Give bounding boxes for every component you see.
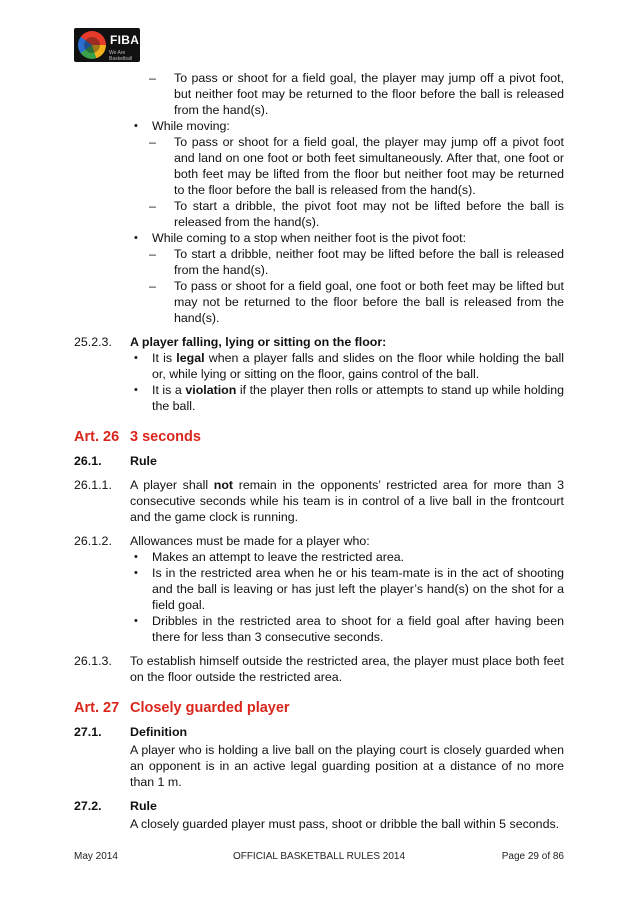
text-run: when a player falls and slides on the floor while holding the ball or, while lying or sitting on the floor, gains control of the ball. bbox=[152, 351, 564, 381]
section-27-1 bbox=[74, 724, 564, 790]
bullet-marker: • bbox=[134, 232, 138, 244]
dash-marker: – bbox=[149, 71, 156, 85]
footer-page-number: Page 29 of 86 bbox=[501, 851, 564, 862]
bullet-marker: • bbox=[134, 551, 138, 563]
list-item bbox=[74, 70, 564, 118]
bullet-marker: • bbox=[134, 615, 138, 627]
footer-title: OFFICIAL BASKETBALL RULES 2014 bbox=[232, 851, 406, 862]
list-item bbox=[74, 118, 564, 134]
bullet-marker: • bbox=[134, 352, 138, 364]
logo-subtitle: We Are Basketball bbox=[109, 50, 133, 62]
list-item bbox=[74, 382, 564, 414]
list-item bbox=[74, 565, 564, 613]
section-heading: Rule bbox=[130, 799, 157, 813]
text-run: It is a bbox=[152, 383, 186, 397]
list-item-text bbox=[152, 382, 564, 414]
list-item bbox=[74, 613, 564, 645]
article-title: Closely guarded player bbox=[130, 700, 290, 716]
text-run: remain in the opponents’ restricted area for more than 3 consecutive seconds while his team is in control of a live ball in the frontcourt and the game clock is running. bbox=[130, 478, 564, 524]
text-run: A player shall bbox=[130, 478, 214, 492]
section-26-1-3 bbox=[74, 653, 564, 685]
section-heading bbox=[130, 334, 564, 350]
list-item bbox=[74, 246, 564, 278]
list-item bbox=[74, 198, 564, 230]
list-item-text: Makes an attempt to leave the restricted area. bbox=[152, 550, 405, 564]
list-item bbox=[74, 230, 564, 246]
basketball-logo-icon bbox=[78, 31, 106, 59]
bold-term: not bbox=[213, 478, 234, 492]
list-item-text: To pass or shoot for a field goal, the player may jump off a pivot foot and land on one foot or both feet simultaneously. After that, one foot or both feet may be lifted from the floor but neither foot may be returned to the floor before the ball is released from the hand(s). bbox=[174, 135, 564, 197]
dash-marker: – bbox=[149, 199, 156, 213]
footer-date: May 2014 bbox=[74, 851, 118, 862]
bold-term: legal bbox=[176, 351, 205, 365]
list-item-text: Dribbles in the restricted area to shoot for a field goal after having been there for less than 3 consecutive seconds. bbox=[152, 614, 564, 644]
article-27-heading bbox=[74, 700, 564, 716]
article-title: 3 seconds bbox=[130, 429, 201, 445]
bold-term: violation bbox=[185, 383, 237, 397]
section-number: 26.1.2. bbox=[74, 534, 112, 548]
text-run: It is bbox=[152, 351, 177, 365]
list-item-text: Is in the restricted area when he or his team-mate is in the act of shooting and the ball is leaving or has just left the player’s hand(s) on the shot for a field goal. bbox=[152, 566, 564, 612]
list-item-text: While moving: bbox=[152, 119, 230, 133]
list-item-text: While coming to a stop when neither foot is the pivot foot: bbox=[152, 231, 467, 245]
bullet-marker: • bbox=[134, 120, 138, 132]
section-26-1-2 bbox=[74, 533, 564, 549]
list-item-text: To start a dribble, neither foot may be lifted before the ball is released from the hand(s). bbox=[174, 247, 564, 277]
section-26-1 bbox=[74, 453, 564, 469]
list-item-text: To pass or shoot for a field goal, the player may jump off a pivot foot, but neither foot may be returned to the floor before the ball is released from the hand(s). bbox=[174, 71, 564, 117]
section-heading: Definition bbox=[130, 725, 188, 739]
section-heading: Rule bbox=[130, 454, 157, 468]
dash-marker: – bbox=[149, 135, 156, 149]
section-text: Allowances must be made for a player who: bbox=[130, 534, 370, 548]
section-heading-text: A player falling, lying or sitting on the floor: bbox=[130, 335, 387, 349]
dash-marker: – bbox=[149, 279, 156, 293]
article-26-heading bbox=[74, 429, 564, 445]
list-item bbox=[74, 350, 564, 382]
section-number: 27.2. bbox=[74, 799, 102, 813]
section-25-2-3 bbox=[74, 334, 564, 350]
section-number: 25.2.3. bbox=[74, 335, 112, 349]
text-run: if the player then rolls or attempts to stand up while holding the ball. bbox=[152, 383, 564, 413]
section-number: 27.1. bbox=[74, 725, 102, 739]
section-26-1-1 bbox=[74, 477, 564, 525]
section-27-2 bbox=[74, 798, 564, 832]
fiba-logo bbox=[74, 28, 140, 62]
section-text: A player who is holding a live ball on the playing court is closely guarded when an opponent is in an active legal guarding position at a distance of no more than 1 m. bbox=[130, 743, 564, 789]
list-item bbox=[74, 549, 564, 565]
article-number: Art. 26 bbox=[74, 429, 120, 445]
article-number: Art. 27 bbox=[74, 700, 120, 716]
logo-text: FIBA bbox=[110, 33, 140, 47]
list-item-text bbox=[152, 350, 564, 382]
section-number: 26.1.1. bbox=[74, 478, 112, 492]
list-item-text: To start a dribble, the pivot foot may not be lifted before the ball is released from the hand(s). bbox=[174, 199, 564, 229]
list-item bbox=[74, 134, 564, 198]
list-item-text: To pass or shoot for a field goal, one foot or both feet may be lifted but may not be returned to the floor before the ball is released from the hand(s). bbox=[174, 279, 564, 325]
section-number: 26.1.3. bbox=[74, 654, 112, 668]
bullet-marker: • bbox=[134, 384, 138, 396]
bullet-marker: • bbox=[134, 567, 138, 579]
dash-marker: – bbox=[149, 247, 156, 261]
section-text bbox=[130, 477, 564, 525]
section-number: 26.1. bbox=[74, 454, 102, 468]
list-item bbox=[74, 278, 564, 326]
document-body bbox=[74, 70, 564, 832]
section-text: A closely guarded player must pass, shoot or dribble the ball within 5 seconds. bbox=[130, 817, 560, 831]
section-text: To establish himself outside the restricted area, the player must place both feet on the floor outside the restricted area. bbox=[130, 654, 564, 684]
